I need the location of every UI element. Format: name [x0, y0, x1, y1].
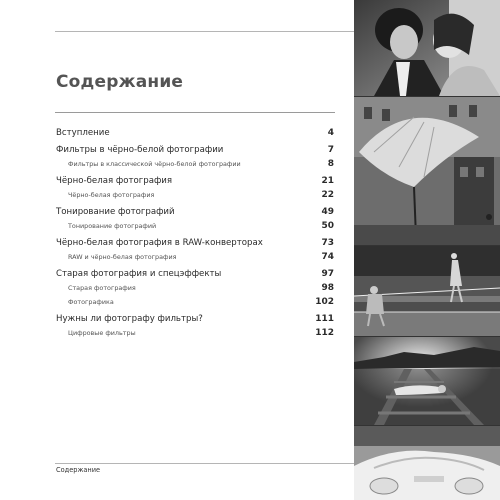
photo-collage	[354, 0, 500, 500]
toc-chapter-entry[interactable]	[56, 126, 334, 140]
toc-entry-title: Фотографика	[68, 298, 114, 306]
toc-entry-title: Старая фотография и спецэффекты	[56, 269, 222, 279]
toc-page-number: 73	[321, 238, 334, 248]
toc-entry-title: Нужны ли фотографу фильтры?	[56, 314, 203, 324]
toc-page-number: 50	[321, 221, 334, 231]
toc-entry-title: Чёрно-белая фотография в RAW-конверторах	[56, 238, 263, 248]
toc-chapter-entry[interactable]	[56, 267, 334, 281]
toc-entry-title: Фильтры в чёрно-белой фотографии	[56, 145, 224, 155]
toc-page-number: 74	[321, 252, 334, 262]
toc-page-number: 98	[321, 283, 334, 293]
toc-entry-title: Вступление	[56, 128, 110, 138]
toc-page-number: 4	[327, 128, 334, 138]
toc-chapter-entry[interactable]	[56, 174, 334, 188]
running-footer: Содержание	[56, 466, 101, 474]
car-photo	[354, 426, 500, 500]
toc-chapter-entry[interactable]	[56, 236, 334, 250]
tennis-photo	[354, 246, 500, 336]
railway-photo	[354, 337, 500, 425]
toc-page-number: 49	[321, 207, 334, 217]
toc-section-entry[interactable]	[56, 219, 334, 233]
toc-entry-title: Тонирование фотографий	[68, 222, 157, 230]
toc-chapter-entry[interactable]	[56, 143, 334, 157]
toc-chapter-entry[interactable]	[56, 205, 334, 219]
toc-section-entry[interactable]	[56, 157, 334, 171]
toc-section-entry[interactable]	[56, 281, 334, 295]
toc-section-entry[interactable]	[56, 295, 334, 309]
toc-page-number: 8	[327, 159, 334, 169]
toc-page-number: 112	[315, 328, 334, 338]
toc-section-entry[interactable]	[56, 326, 334, 340]
toc-page-number: 22	[321, 190, 334, 200]
toc-entry-title: Цифровые фильтры	[68, 329, 136, 337]
top-divider	[55, 31, 355, 32]
toc-entry-title: Старая фотография	[68, 284, 136, 292]
toc-page-number: 111	[315, 314, 334, 324]
toc-entry-title: Фильтры в классической чёрно-белой фотографии	[68, 160, 241, 168]
page-title: Содержание	[56, 72, 184, 92]
toc-chapter-entry[interactable]	[56, 312, 334, 326]
toc-page-number: 97	[321, 269, 334, 279]
toc-entry-title: RAW и чёрно-белая фотография	[68, 253, 177, 261]
title-divider	[55, 112, 335, 113]
toc-entry-title: Чёрно-белая фотография	[68, 191, 155, 199]
couple-photo	[354, 0, 500, 96]
toc-entry-title: Тонирование фотографий	[56, 207, 175, 217]
toc-page-number: 102	[315, 297, 334, 307]
toc-section-entry[interactable]	[56, 188, 334, 202]
bottom-divider	[55, 463, 355, 464]
table-of-contents	[56, 126, 334, 340]
toc-entry-title: Чёрно-белая фотография	[56, 176, 173, 186]
toc-section-entry[interactable]	[56, 250, 334, 264]
toc-page-number: 21	[321, 176, 334, 186]
toc-page-number: 7	[327, 145, 334, 155]
umbrella-photo	[354, 97, 500, 245]
